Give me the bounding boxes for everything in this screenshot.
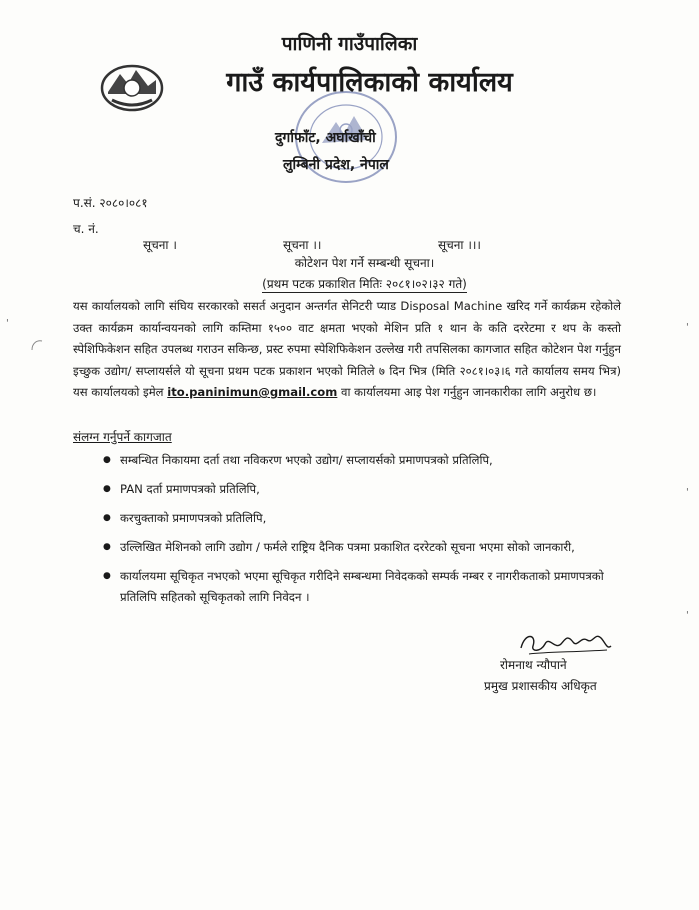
notice-label-1: सूचना । <box>143 238 177 252</box>
dispatch-number: च. नं. <box>73 222 99 236</box>
signatory-title: प्रमुख प्रशासकीय अधिकृत <box>484 679 597 693</box>
notice-body <box>73 296 621 404</box>
list-item: ● PAN दर्ता प्रमाणपत्रको प्रतिलिपि, <box>103 479 623 500</box>
email-link[interactable]: ito.paninimun@gmail.com <box>167 385 338 399</box>
scan-tick-icon: ' <box>686 487 689 498</box>
notice-label-2: सूचना ।। <box>283 238 322 252</box>
office-location: दुर्गाफाँट, अर्घाखाँची <box>275 130 376 146</box>
body-tail: वा कार्यालयमा आइ पेश गर्नुहुन जानकारीका लागि अनुरोध छ। <box>341 385 597 399</box>
office-province: लुम्बिनी प्रदेश, नेपाल <box>283 157 389 173</box>
list-item: ● उल्लिखित मेशिनको लागि उद्योग / फर्मले राष्ट्रिय दैनिक पत्रमा प्रकाशित दररेटको सूचना भएमा सोको जानकारी, <box>103 537 623 558</box>
list-item: ● कार्यालयमा सूचिकृत नभएको भएमा सूचिकृत गरीदिने सम्बन्धमा निवेदकको सम्पर्क नम्बर र नागरीकताको प्रमाणपत्रको प्रतिलिपि सहितको सूचिकृतको लागि निवेदन । <box>103 566 623 608</box>
list-item: ● करचुक्ताको प्रमाणपत्रको प्रतिलिपि, <box>103 508 623 529</box>
municipality-name: पाणिनी गाउँपालिका <box>281 33 418 55</box>
list-item: ● सम्बन्धित निकायमा दर्ता तथा नविकरण भएको उद्योग/ सप्लायर्सको प्रमाणपत्रको प्रतिलिपि, <box>103 450 623 471</box>
scan-tick-icon: ' <box>6 318 9 329</box>
notice-subject: कोटेशन पेश गर्ने सम्बन्धी सूचना। <box>294 256 435 270</box>
signatory-name: रोमनाथ न्यौपाने <box>500 658 567 672</box>
scan-tick-icon: ' <box>686 322 689 333</box>
office-name: गाउँ कार्यपालिकाको कार्यालय <box>226 67 513 98</box>
scan-mark-icon <box>30 338 44 352</box>
publication-date: (प्रथम पटक प्रकाशित मितिः २०८१।०२।३२ गते) <box>262 277 467 291</box>
reference-number: प.सं. २०८०।०८१ <box>73 196 148 210</box>
scan-tick-icon: ' <box>686 610 689 621</box>
notice-label-3: सूचना ।।। <box>438 238 481 252</box>
attachments-heading: संलग्न गर्नुपर्ने कागजात <box>73 430 172 444</box>
attachments-list <box>103 450 623 616</box>
body-text: यस कार्यालयको लागि संघिय सरकारको ससर्त अनुदान अन्तर्गत सेनिटरी प्याड Disposal Machine खरिद गर्ने कार्यक्रम रहेकोले उक्त कार्यक्रम कार्यान्वयनको लागि कम्तिमा १५०० वाट क्षमता भएको मेशिन प्रति १ थान के कति दररेटमा र थप के कस्तो स्पेशिफिकेशन सहित उपलब्ध गराउन सकिन्छ, प्रस्ट रुपमा स्पेशिफिकेशन उल्लेख गरी तपसिलका कागजात सहित कोटेशन पेश गर्नुहुन इच्छुक उद्योग/ सप्लायर्सले यो सूचना प्रथम पटक प्रकाशन भएको मितिले ७ दिन भित्र (मिति २०८१।०३।६ गते कार्यालय समय भित्र) यस कार्यालयको इमेल <box>73 299 621 399</box>
